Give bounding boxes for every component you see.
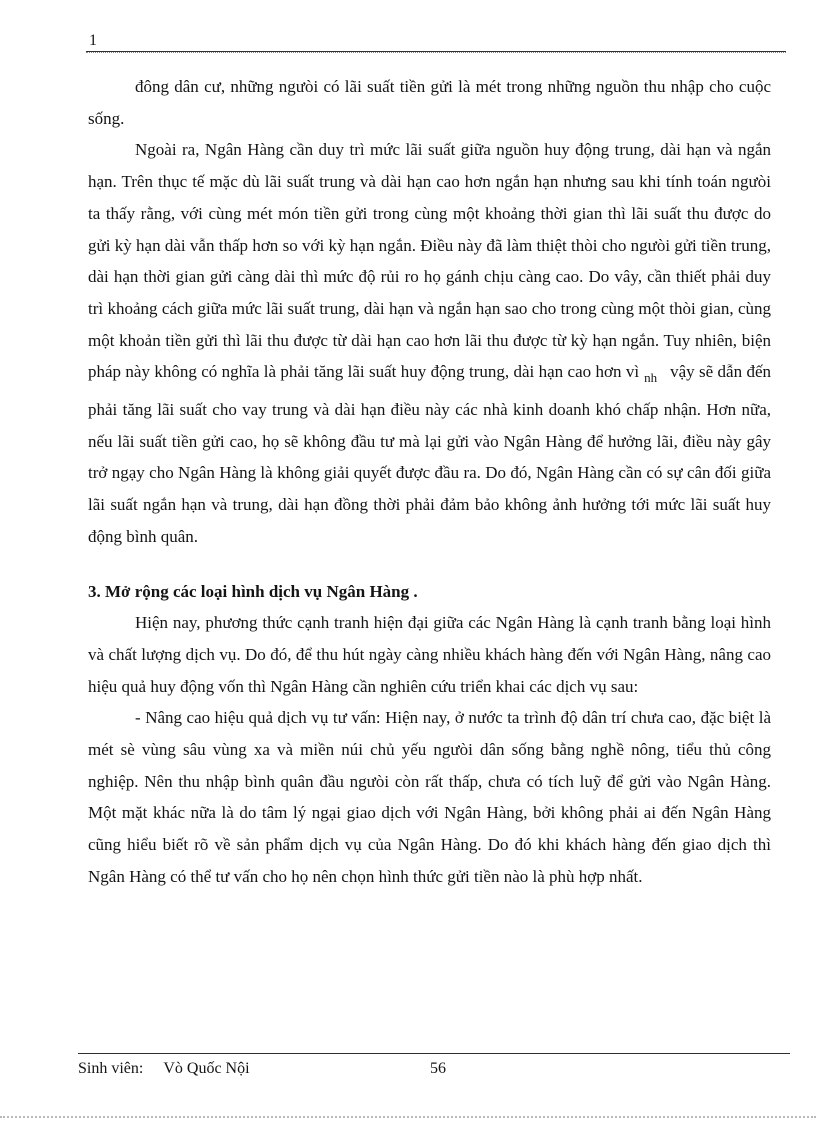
footer-student-label: Sinh viên: [78,1060,144,1077]
page-footer [78,1053,790,1079]
document-body [88,71,771,893]
section-heading: 3. Mở rộng các loại hình dịch vụ Ngân Hàng . [88,581,418,601]
paragraph-advice-service: - Nâng cao hiệu quả dịch vụ tư vấn: Hiện nay, ở nước ta trình độ dân trí chưa cao, đặc biệt là mét sè vùng sâu vùng xa và miền núi chủ yếu ngưòi dân sống bằng nghề nông, tiểu thủ công nghiệp. Nên thu nhập bình quân đầu ngưòi còn rất thấp, chưa có tích luỹ để gửi vào Ngân Hàng. Một mặt khác nữa là do tâm lý ngại giao dịch với Ngân Hàng, bởi không phải ai đến Ngân Hàng cũng hiểu biết rõ về sản phẩm dịch vụ của Ngân Hàng. Do đó khi khách hàng đến giao dịch thì Ngân Hàng có thể tư vấn cho họ nên chọn hình thức gửi tiền nào là phù hợp nhất. [88,708,771,886]
paragraph-intro: đông dân cư, những ngưòi có lãi suất tiền gửi là mét trong những nguồn thu nhập cho cuộc sống. [88,77,771,128]
header-page-number: 1 [89,32,97,49]
paragraph-interest-part2: vậy sẽ dẫn đến phải tăng lãi suất cho vay trung và dài hạn điều này các nhà kinh doanh khó chấp nhận. Hơn nữa, nếu lãi suất tiền gửi cao, họ sẽ không đầu tư mà lại gửi vào Ngân Hàng để hưởng lãi, điều này gây trở ngạy cho Ngân Hàng là không giải quyết được đầu ra. Do đó, Ngân Hàng cần có sự cân đối giữa lãi suất ngắn hạn và trung, dài hạn đồng thời phải đảm bảo không ảnh hưởng tới mức lãi suất huy động bình quân. [88,362,771,546]
header-divider [86,51,786,53]
paragraph-interest-rates [88,134,771,552]
page-header [86,31,786,53]
paragraph-interest-subscript-fragment: nh [644,370,658,386]
paragraph-interest-part1: Ngoài ra, Ngân Hàng cần duy trì mức lãi suất giữa nguồn huy động trung, dài hạn và ngắn hạn. Trên thục tế mặc dù lãi suất trung và dài hạn cao hơn ngắn hạn nhưng sau khi tính toán ngưòi ta thấy rằng, với cùng mét món tiền gửi trong cùng một khoảng thời gian thì lãi suất thu được do gửi kỳ hạn dài vẫn thấp hơn so với kỳ hạn ngắn. Điều này đã làm thiệt thòi cho ngưòi gửi tiền trung, dài hạn thời gian gửi càng dài thì mức độ rủi ro họ gánh chịu càng cao. Do vây, cần thiết phải duy trì khoảng cách giữa mức lãi suất trung, dài hạn và ngắn hạn sao cho trong cùng một thòi gian, cùng một khoản tiền gửi thì lãi thu được từ dài hạn cao hơn lãi thu được từ kỳ hạn ngắn. Tuy nhiên, biện pháp này không có nghĩa là phải tăng lãi suất huy động trung, dài hạn cao hơn vì [88,140,771,382]
footer-student-name: Vò Quốc Nội [163,1060,250,1077]
paragraph-services: Hiện nay, phương thức cạnh tranh hiện đại giữa các Ngân Hàng là cạnh tranh bằng loại hình và chất lượng dịch vụ. Do đó, để thu hút ngày càng nhiều khách hàng đến với Ngân Hàng, nâng cao hiệu quả huy động vốn thì Ngân Hàng cần nghiên cứu triển khai các dịch vụ sau: [88,613,771,696]
page-break-divider [0,1116,816,1118]
footer-page-number: 56 [430,1060,446,1077]
